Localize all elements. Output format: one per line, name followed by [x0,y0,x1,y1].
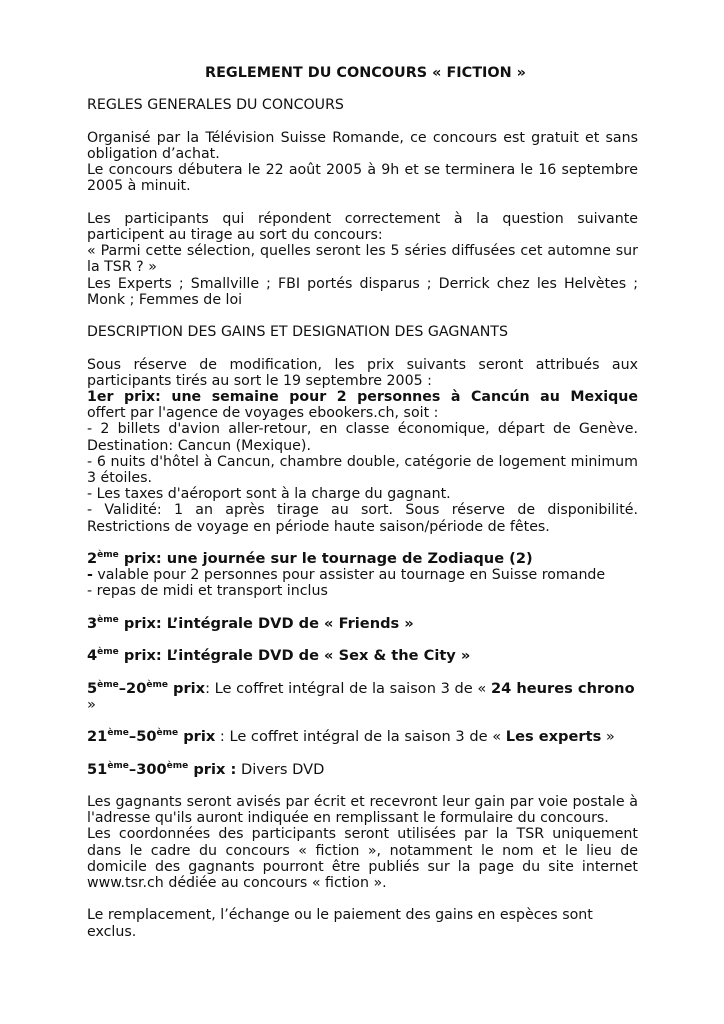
document-title: REGLEMENT DU CONCOURS « FICTION » [205,65,526,81]
prize3-title: 3ème prix: L’intégrale DVD de « Friends » [87,614,414,632]
prize1-item-validity: - Validité: 1 an après tirage au sort. Sous réserve de disponibilité. Restrictions de voyage en période haute saison/période de fêtes. [87,502,638,535]
organizer-paragraph: Organisé par la Télévision Suisse Romande, ce concours est gratuit et sans obligation d’achat. [87,129,638,162]
section-heading-prizes: DESCRIPTION DES GAINS ET DESIGNATION DES GAGNANTS [87,324,508,341]
data-usage-notice: Les coordonnées des participants seront utilisées par la TSR uniquement dans le cadre du concours « fiction », notamment le nom et le lieu de domicile des gagnants pourront être publiés sur la page du site internet www.tsr.ch dédiée au concours « fiction ». [87,826,638,891]
prize1-offered: offert par l'agence de voyages ebookers.ch, soit : [87,405,439,422]
prize1-title: 1er prix: une semaine pour 2 personnes à Cancún au Mexique [87,388,638,405]
prize1-item-hotel: - 6 nuits d'hôtel à Cancun, chambre double, catégorie de logement minimum 3 étoiles. [87,453,638,486]
prize4-title: 4ème prix: L’intégrale DVD de « Sex & the City » [87,647,471,665]
dates-paragraph: Le concours débutera le 22 août 2005 à 9h et se terminera le 16 septembre 2005 à minuit. [87,162,638,195]
prize1-item-taxes: - Les taxes d'aéroport sont à la charge du gagnant. [87,486,451,503]
prize21-50-line: 21ème–50ème prix : Le coffret intégral de la saison 3 de « Les experts » [87,728,615,746]
document-body [87,65,638,940]
prize51-300-line: 51ème–300ème prix : Divers DVD [87,760,325,778]
prize2-title: 2ème prix: une journée sur le tournage de Zodiaque (2) [87,550,533,567]
prize5-20-line: 5ème–20ème prix: Le coffret intégral de la saison 3 de « 24 heures chrono » [87,679,635,713]
participants-paragraph: Les participants qui répondent correctement à la question suivante participent au tirage au sort du concours: [87,210,638,243]
series-options: Les Experts ; Smallville ; FBI portés disparus ; Derrick chez les Helvètes ; Monk ; Femmes de loi [87,275,638,308]
prize1-item-flights: - 2 billets d'avion aller-retour, en classe économique, départ de Genève. Destination: Cancun (Mexique). [87,421,638,454]
reserve-paragraph: Sous réserve de modification, les prix suivants seront attribués aux participants tirés au sort le 19 septembre 2005 : [87,356,638,389]
section-heading-rules: REGLES GENERALES DU CONCOURS [87,97,344,114]
question-text: « Parmi cette sélection, quelles seront les 5 séries diffusées cet automne sur la TSR ? » [87,243,638,276]
final-clause: Le remplacement, l’échange ou le paiement des gains en espèces sont exclus. [87,907,593,940]
prize2-item-persons: - valable pour 2 personnes pour assister au tournage en Suisse romande [87,567,606,584]
winners-notice: Les gagnants seront avisés par écrit et recevront leur gain par voie postale à l'adresse qu'ils auront indiquée en remplissant le formulaire du concours. [87,793,638,827]
prize2-item-meal: - repas de midi et transport inclus [87,583,328,600]
